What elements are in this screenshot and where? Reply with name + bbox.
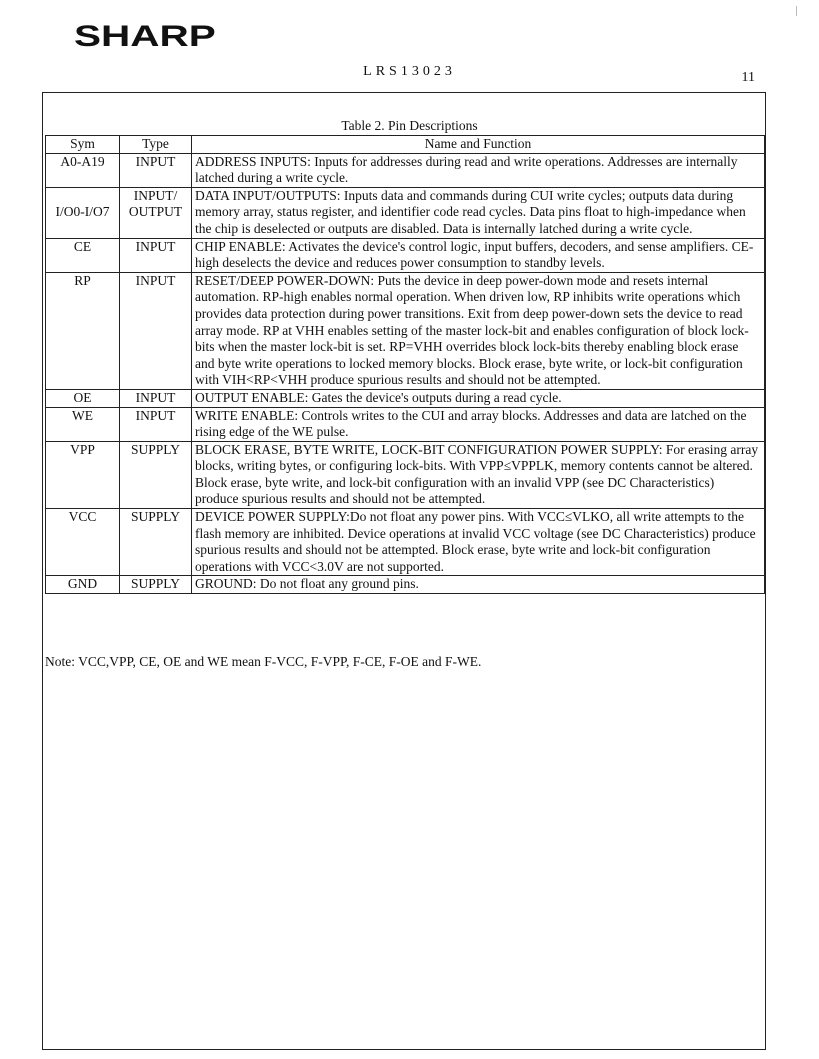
pin-type: SUPPLY (120, 509, 192, 576)
pin-type: INPUT (120, 238, 192, 272)
table-note: Note: VCC,VPP, CE, OE and WE mean F-VCC, F-VPP, F-CE, F-OE and F-WE. (45, 654, 482, 669)
pin-function: OUTPUT ENABLE: Gates the device's outputs during a read cycle. (192, 389, 765, 407)
pin-symbol: OE (46, 389, 120, 407)
pin-function: GROUND: Do not float any ground pins. (192, 576, 765, 594)
table-row (46, 509, 765, 576)
pin-function: DEVICE POWER SUPPLY:Do not float any power pins. With VCC≤VLKO, all write attempts to the flash memory are inhibited. Device operations at invalid VCC voltage (see DC Characteristics) produce spurious results and should not be attempted. Block erase, byte write and lock-bit configuration operations with VCC<3.0V are not supported. (192, 509, 765, 576)
pin-function: BLOCK ERASE, BYTE WRITE, LOCK-BIT CONFIGURATION POWER SUPPLY: For erasing array blocks, writing bytes, or configuring lock-bits. With VPP≤VPPLK, memory contents cannot be altered. Block erase, byte write, and lock-bit configuration with an invalid VPP (see DC Characteristics) produce spurious results and should not be attempted. (192, 441, 765, 508)
pin-symbol: A0-A19 (46, 153, 120, 187)
pin-symbol: VPP (46, 441, 120, 508)
pin-description-table (45, 135, 765, 594)
table-row (46, 153, 765, 187)
document-id: LRS13023 (363, 64, 456, 79)
page-number: 11 (741, 70, 755, 85)
pin-symbol: VCC (46, 509, 120, 576)
table-row (46, 187, 765, 238)
pin-type: INPUT (120, 389, 192, 407)
pin-symbol: WE (46, 407, 120, 441)
table-row (46, 407, 765, 441)
pin-type: INPUT (120, 153, 192, 187)
table-header-row (46, 136, 765, 154)
column-header-function: Name and Function (192, 136, 765, 154)
table-row (46, 576, 765, 594)
sharp-logo: SHARP (74, 20, 216, 53)
pin-type: INPUT (120, 407, 192, 441)
table-row (46, 441, 765, 508)
pin-symbol: I/O0-I/O7 (46, 187, 120, 238)
pin-symbol: GND (46, 576, 120, 594)
pin-function: DATA INPUT/OUTPUTS: Inputs data and commands during CUI write cycles; outputs data during memory array, status register, and identifier code read cycles. Data pins float to high-impedance when the chip is deselected or outputs are disabled. Data is internally latched during a write cycle. (192, 187, 765, 238)
scan-edge-mark (796, 6, 797, 16)
table-row (46, 272, 765, 389)
pin-function: CHIP ENABLE: Activates the device's control logic, input buffers, decoders, and sense amplifiers. CE-high deselects the device and reduces power consumption to standby levels. (192, 238, 765, 272)
pin-type: SUPPLY (120, 576, 192, 594)
pin-type: INPUT/ OUTPUT (120, 187, 192, 238)
column-header-sym: Sym (46, 136, 120, 154)
pin-symbol: CE (46, 238, 120, 272)
pin-type: INPUT (120, 272, 192, 389)
table-row (46, 238, 765, 272)
column-header-type: Type (120, 136, 192, 154)
table-row (46, 389, 765, 407)
pin-function: RESET/DEEP POWER-DOWN: Puts the device in deep power-down mode and resets internal automation. RP-high enables normal operation. When driven low, RP inhibits write operations which provides data protection during power transitions. Exit from deep power-down sets the device to read array mode. RP at VHH enables setting of the master lock-bit and enables configuration of block lock-bits when the master lock-bit is set. RP=VHH overrides block lock-bits thereby enabling block erase and byte write operations to locked memory blocks. Block erase, byte write, or lock-bit configuration with VIH<RP<VHH produce spurious results and should not be attempted. (192, 272, 765, 389)
pin-type: SUPPLY (120, 441, 192, 508)
pin-function: ADDRESS INPUTS: Inputs for addresses during read and write operations. Addresses are internally latched during a write cycle. (192, 153, 765, 187)
pin-symbol: RP (46, 272, 120, 389)
table-caption: Table 2. Pin Descriptions (341, 118, 478, 133)
pin-function: WRITE ENABLE: Controls writes to the CUI and array blocks. Addresses and data are latched on the rising edge of the WE pulse. (192, 407, 765, 441)
